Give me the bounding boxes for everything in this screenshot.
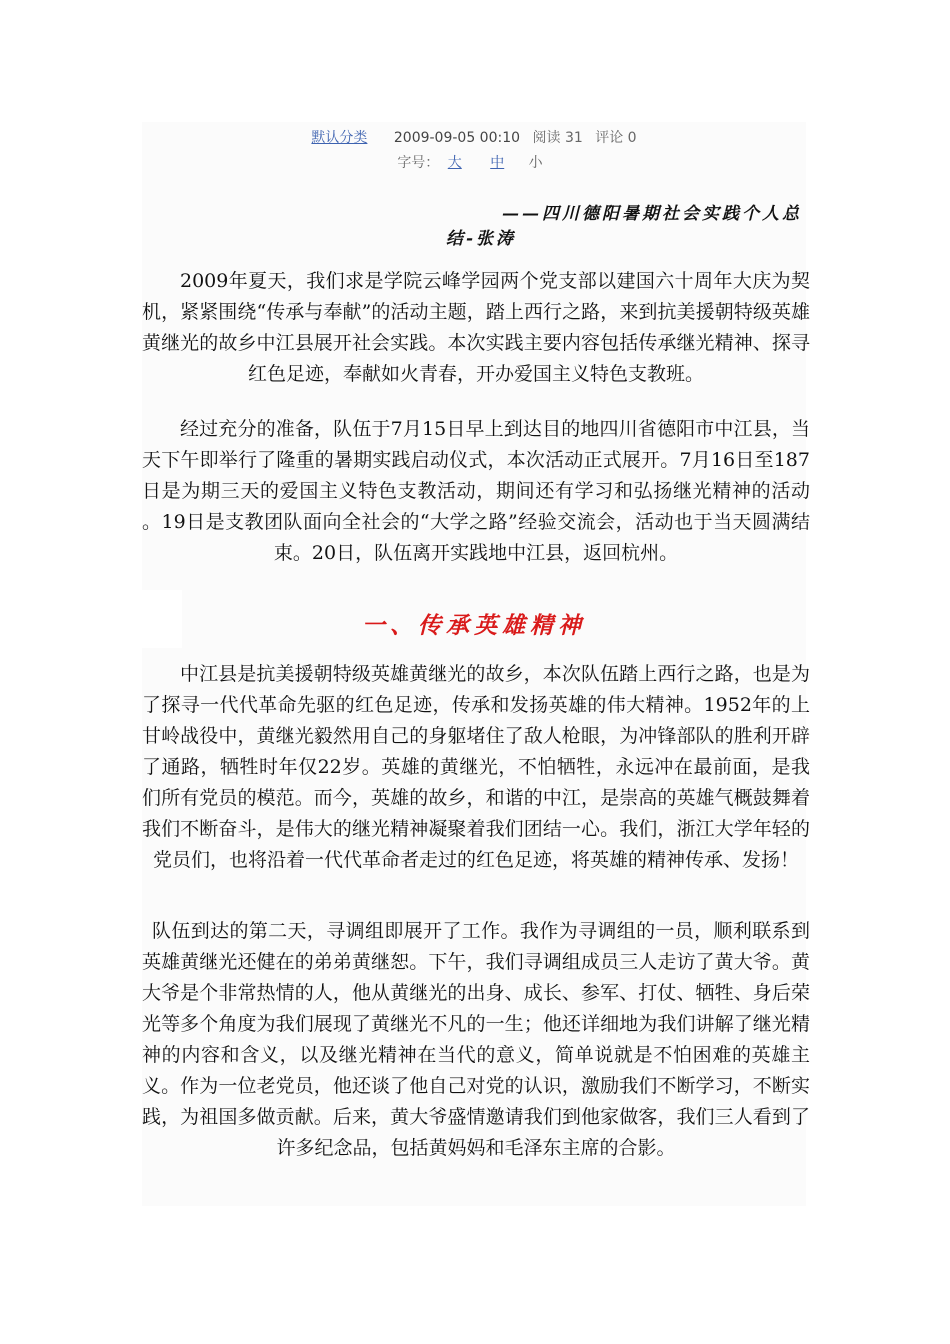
font-size-medium-link[interactable]: 中 [490,155,505,171]
font-size-label: 字号： [397,155,440,171]
subtitle-line-2: 结-张涛 [445,229,517,249]
section-heading: 一、传承英雄精神 [362,612,586,639]
post-meta [142,127,806,147]
category-link[interactable]: 默认分类 [311,130,368,146]
paragraph-1: 2009年夏天，我们求是学院云峰学园两个党支部以建国六十周年大庆为契机，紧紧围绕“传承与奉献”的活动主题，踏上西行之路，来到抗美援朝特级英雄黄继光的故乡中江县展开社会实践。本次实践主要内容包括传承继光精神、探寻红色足迹，奉献如火青春，开办爱国主义特色支教班。 [142,270,810,385]
font-size-switcher [142,152,806,172]
subtitle-line-1: ——四川德阳暑期社会实践个人总 [502,204,802,224]
font-size-small-label[interactable]: 小 [528,155,543,171]
paragraph-3: 中江县是抗美援朝特级英雄黄继光的故乡，本次队伍踏上西行之路，也是为了探寻一代代革命先驱的红色足迹，传承和发扬英雄的伟大精神。1952年的上甘岭战役中，黄继光毅然用自己的身躯堵住了敌人枪眼，为冲锋部队的胜利开辟了通路，牺牲时年仅22岁。英雄的黄继光，不怕牺牲，永远冲在最前面，是我们所有党员的模范。而今，英雄的故乡，和谐的中江，是崇高的英雄气概鼓舞着我们不断奋斗，是伟大的继光精神凝聚着我们团结一心。我们，浙江大学年轻的党员们，也将沿着一代代革命者走过的红色足迹，将英雄的精神传承、发扬！ [142,663,810,871]
post-datetime: 2009-09-05 00:10 [393,130,521,146]
font-size-large-link[interactable]: 大 [447,155,462,171]
paragraph-4: 队伍到达的第二天，寻调组即展开了工作。我作为寻调组的一员，顺利联系到英雄黄继光还健在的弟弟黄继恕。下午，我们寻调组成员三人走访了黄大爷。黄大爷是个非常热情的人，他从黄继光的出身、成长、参军、打仗、牺牲、身后荣光等多个角度为我们展现了黄继光不凡的一生；他还详细地为我们讲解了继光精神的内容和含义，以及继光精神在当代的意义，简单说就是不怕困难的英雄主义。作为一位老党员，他还谈了他自己对党的认识，激励我们不断学习，不断实践，为祖国多做贡献。后来，黄大爷盛情邀请我们到他家做客，我们三人看到了许多纪念品，包括黄妈妈和毛泽东主席的合影。 [142,920,810,1159]
comment-count: 评论 0 [595,130,637,146]
paragraph-2: 经过充分的准备，队伍于7月15日早上到达目的地四川省德阳市中江县，当天下午即举行了隆重的暑期实践启动仪式，本次活动正式展开。7月16日至187日是为期三天的爱国主义特色支教活动，期间还有学习和弘扬继光精神的活动 。19日是支教团队面向全社会的“大学之路”经验交流会，活动也于当天圆满结束。20日，队伍离开实践地中江县，返回杭州。 [142,418,810,564]
read-count: 阅读 31 [532,130,583,146]
